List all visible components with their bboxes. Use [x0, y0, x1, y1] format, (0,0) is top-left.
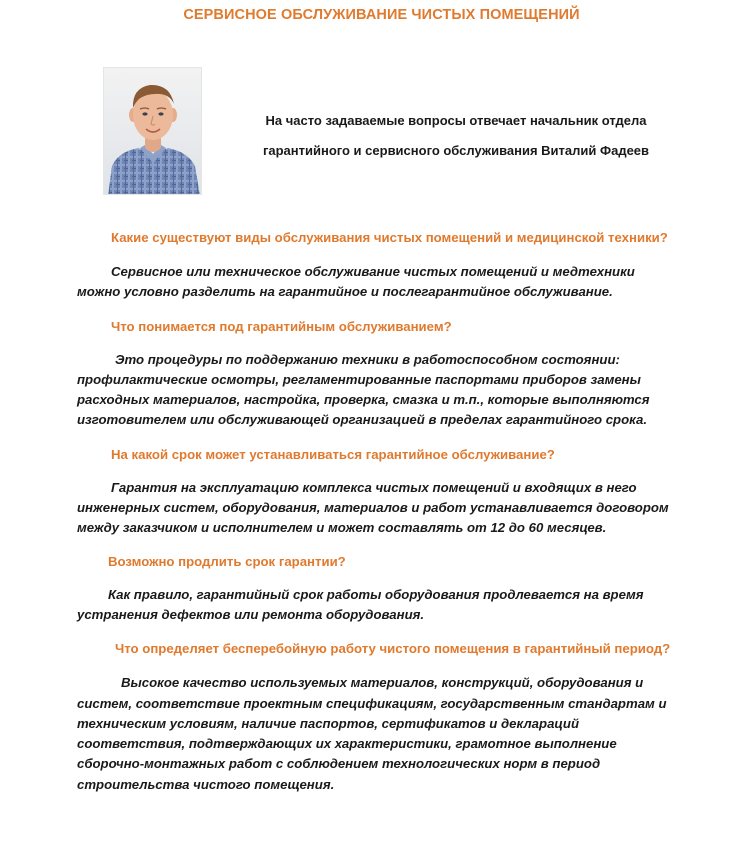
faq-answer-1: Сервисное или техническое обслуживание чистых помещений и медтехники можно условно разделить на гарантийное и послегарантийное обслуживание. [77, 264, 635, 300]
faq-answer-3: Гарантия на эксплуатацию комплекса чистых помещений и входящих в него инженерных систем, оборудования, материалов и работ устанавливается договором между заказчиком и исполнителем и может составлять от 12 до 60 месяцев. [77, 479, 669, 536]
intro-line-1: На часто задаваемые вопросы отвечает начальник отдела [265, 113, 647, 128]
portrait-illustration [104, 68, 202, 195]
page-title: СЕРВИСНОЕ ОБСЛУЖИВАНИЕ ЧИСТЫХ ПОМЕЩЕНИЙ [183, 7, 580, 23]
faq-answer-4: Как правило, гарантийный срок работы оборудования продлевается на время устранения дефектов или ремонта оборудования. [77, 586, 644, 622]
faq-answer-5: Высокое качество используемых материалов, конструкций, оборудования и систем, соответствие проектным спецификациям, государственным стандартам и техническим условиям, наличие паспортов, сертификатов и деклараций соответствия, подтверждающих их характеристики, грамотное выполнение сборочно-монтажных работ с соблюдением технологических норм в период строительства чистого помещения. [77, 675, 667, 792]
intro-block [236, 106, 676, 166]
faq-answer-2: Это процедуры по поддержанию техники в работоспособном состоянии: профилактические осмотры, регламентированные паспортами приборов замены расходных материалов, настройка, проверка, смазка и т.п., которые выполняются изготовителем или обслуживающей организацией в пределах гарантийного срока. [77, 351, 650, 428]
faq-question-2: Что понимается под гарантийным обслуживанием? [111, 318, 452, 334]
portrait-photo [103, 67, 202, 195]
faq-content [77, 228, 677, 795]
faq-question-3: На какой срок может устанавливаться гарантийное обслуживание? [111, 446, 555, 462]
faq-question-5: Что определяет бесперебойную работу чистого помещения в гарантийный период? [115, 641, 671, 657]
faq-question-1: Какие существуют виды обслуживания чистых помещений и медицинской техники? [111, 230, 668, 245]
faq-question-4: Возможно продлить срок гарантии? [108, 553, 346, 569]
intro-line-2: гарантийного и сервисного обслуживания Виталий Фадеев [262, 143, 650, 158]
